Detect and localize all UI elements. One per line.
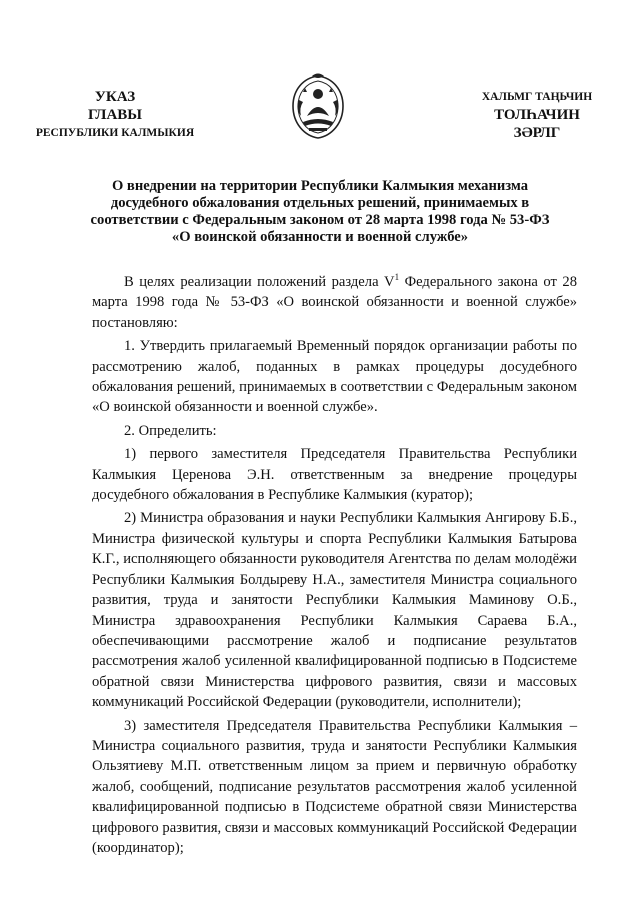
title-line: «О воинской обязанности и военной службе» <box>171 229 469 245</box>
paragraph-2-1: 1) первого заместителя Председателя Правительства Республики Калмыкия Церенова Э.Н. ответственным за внедрение процедуры досудебного обжалования в Республике Калмыкия (куратор); <box>92 446 577 504</box>
head-label: ГЛАВЫ <box>87 107 143 123</box>
decree-label: УКАЗ <box>94 89 136 105</box>
header-left <box>30 88 200 142</box>
title-line: соответствии с Федеральным законом от 28 марта 1998 года № 53-ФЗ <box>90 212 550 228</box>
title-line: О внедрении на территории Республики Калмыкия механизма <box>111 178 529 194</box>
paragraph-2: 2. Определить: <box>124 422 217 439</box>
intro-paragraph <box>92 272 577 333</box>
paragraph-2-2: 2) Министра образования и науки Республики Калмыкия Ангирову Б.Б., Министра физической культуры и спорта Республики Калмыкия Батырова К.Г., исполняющего обязанности руководителя Агентства по делам молодёжи Республики Калмыкия Болдыреву Н.А., заместителя Министра социального развития, труда и занятости Республики Калмыкия Маминову О.Б., Министра здравоохранения Республики Калмыкия Сараева Б.А., обеспечивающими рассмотрение жалоб и подписание результатов рассмотрения жалоб усиленной квалифицированной подписью в Подсистеме обратной связи Министерства цифрового развития, связи и массовых коммуникаций Российской Федерации (руководители, исполнители); <box>92 510 577 711</box>
document-title <box>60 178 580 246</box>
paragraph-2-3: 3) заместителя Председателя Правительства Республики Калмыкия – Министра социального развития, труда и занятости Республики Калмыкия Ользятиеву М.П. ответственным лицом за прием и первичную обработку жалоб, сообщений, подписание результатов рассмотрения жалоб усиленной квалифицированной подписью в Подсистеме обратной связи Министерства цифрового развития, связи и массовых коммуникаций Российской Федерации (координатор); <box>92 717 577 856</box>
header-right <box>452 88 622 142</box>
intro-text: В целях реализации положений раздела V <box>124 274 395 290</box>
section-superscript: 1 <box>394 272 400 283</box>
kalmyk-head-label: ХАЛЬМГ ТАҢЬЧИН <box>481 91 593 103</box>
emblem-of-kalmykia-icon <box>285 72 351 142</box>
paragraph-1: 1. Утвердить прилагаемый Временный порядок организации работы по рассмотрению жалоб, поданных в рамках процедуры досудебного обжалования решений, принимаемых в соответствии с Федеральным законом «О воинской обязанности и военной службе». <box>92 338 577 416</box>
kalmyk-decree-label: ЗӘРЛГ <box>513 125 561 141</box>
document-body <box>92 272 577 861</box>
republic-label: РЕСПУБЛИКИ КАЛМЫКИЯ <box>35 127 195 139</box>
intro-text-rest: Федерального закона от 28 марта 1998 года № 53-ФЗ «О воинской обязанности и военной службе» постановляю: <box>92 274 577 331</box>
title-line: досудебного обжалования отдельных решений, принимаемых в <box>110 195 530 211</box>
kalmyk-title-label: ТОЛҺАЧИН <box>494 107 580 123</box>
